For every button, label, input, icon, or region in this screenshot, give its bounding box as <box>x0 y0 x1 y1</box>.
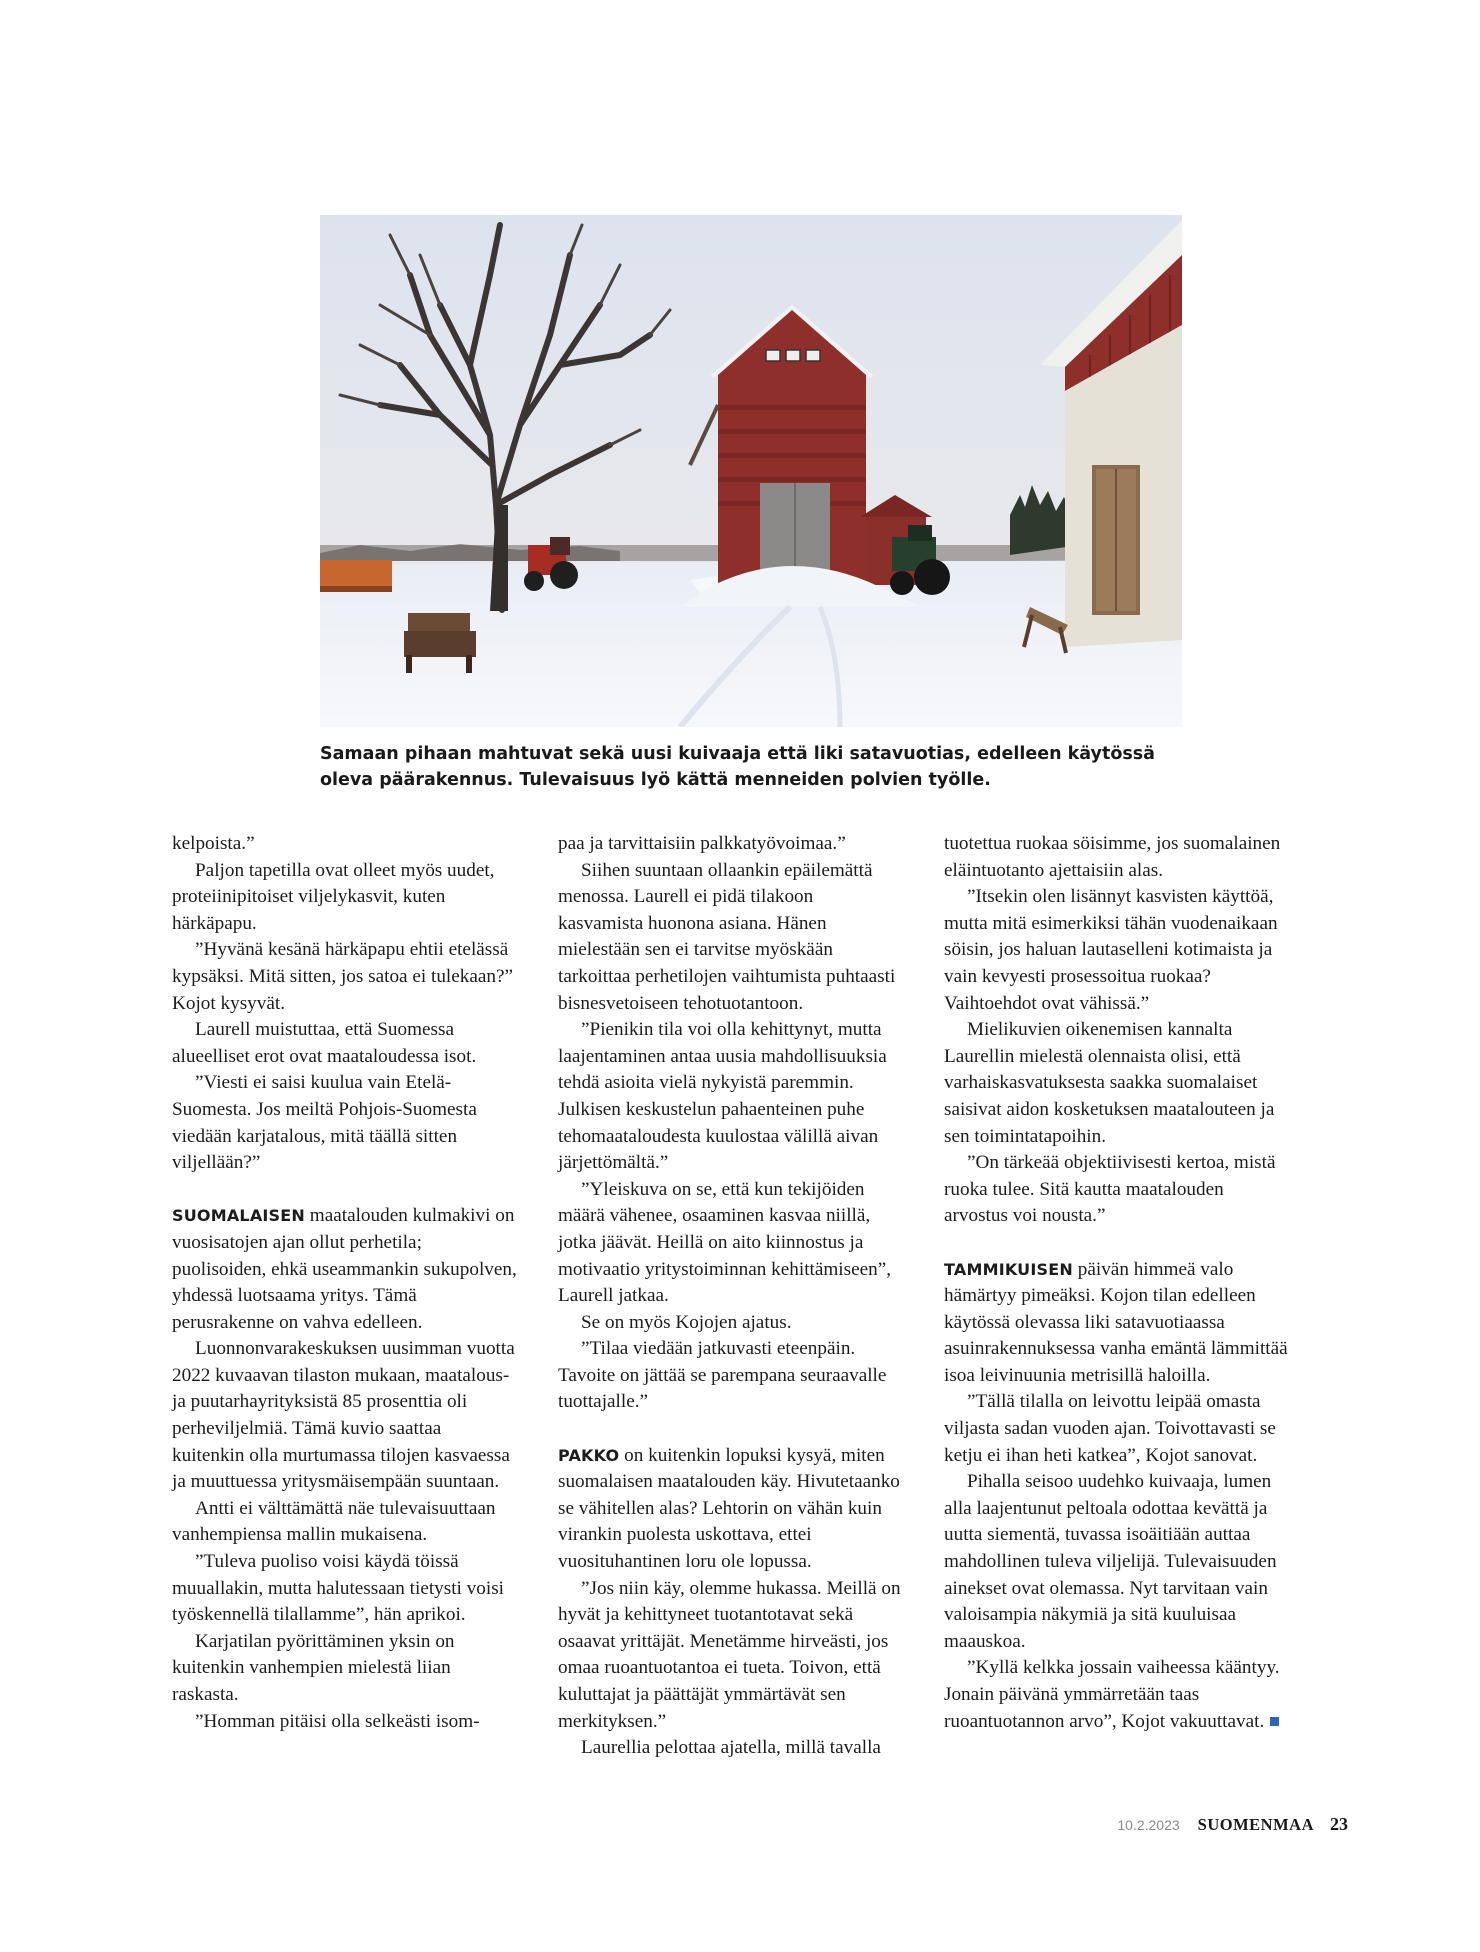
paragraph-text: Karjatilan pyörittäminen yksin on kuitenkin vanhempien mielestä liian raskasta. <box>172 1630 455 1705</box>
paragraph <box>172 937 517 1017</box>
paragraph-text: ”Itsekin olen lisännyt kasvisten käyttöä, mutta mitä esimerkiksi tähän vuodenaikaan söisin, jos haluan lautaselleni kotimaista ja vain kevyesti prosessoitua ruokaa? Vaihtoehdot ovat vähissä.” <box>944 886 1278 1014</box>
farmyard-photo <box>320 215 1182 727</box>
paragraph <box>172 1496 517 1549</box>
paragraph <box>172 1629 517 1709</box>
paragraph-text: ”Homman pitäisi olla selkeästi isom- <box>195 1710 480 1732</box>
paragraph-text: Laurell muistuttaa, että Suomessa alueelliset erot ovat maataloudessa isot. <box>172 1019 477 1067</box>
issue-date: 10.2.2023 <box>1117 1817 1180 1833</box>
paragraph-text: ”Hyvänä kesänä härkäpapu ehtii etelässä kypsäksi. Mitä sitten, jos satoa ei tulekaan?” Kojot kysyvät. <box>172 939 514 1014</box>
paragraph <box>944 1150 1289 1230</box>
page-footer <box>1000 1814 1348 1835</box>
paragraph <box>944 1017 1289 1150</box>
paragraph-text: Paljon tapetilla ovat olleet myös uudet, proteiinipitoiset viljelykasvit, kuten härkäpapu. <box>172 859 495 934</box>
paragraph-text: Mielikuvien oikenemisen kannalta Laurellin mielestä olennaista olisi, että varhaiskasvatuksesta saakka suomalaiset saisivat aidon kosketuksen maatalouteen ja sen toimintatapoihin. <box>944 1019 1275 1147</box>
paragraph <box>944 884 1289 1017</box>
magazine-name: SUOMENMAA <box>1197 1815 1314 1834</box>
paragraph-text: Laurellia pelottaa ajatella, millä tavalla <box>581 1737 881 1759</box>
paragraph-text: ”Pienikin tila voi olla kehittynyt, mutta laajentaminen antaa uusia mahdollisuuksia tehdä asioita vielä nykyistä paremmin. Julkisen keskustelun pahaenteinen puhe tehomaataloudesta kuulostaa välillä aivan järjettömältä.” <box>558 1019 887 1174</box>
paragraph <box>558 1735 903 1762</box>
paragraph-text: ”Tuleva puoliso voisi käydä töissä muuallakin, mutta halutessaan tietysti voisi työskennellä tilallamme”, hän aprikoi. <box>172 1551 504 1626</box>
text-column-2 <box>558 831 903 1762</box>
paragraph-text: tuotettua ruokaa söisimme, jos suomalainen eläintuotanto ajettaisiin alas. <box>944 833 1281 881</box>
paragraph <box>944 1469 1289 1655</box>
paragraph-text: kelpoista.” <box>172 833 255 854</box>
paragraph-text: Pihalla seisoo uudehko kuivaaja, lumen alla laajentunut peltoala odottaa kevättä ja uutta siementä, tuvassa isoäitiään auttaa mahdollinen tuleva viljelijä. Tulevaisuuden ainekset ovat olemassa. Nyt tarvitaan vain valoisampia näkymiä ja sitä kuuluisaa maauskoa. <box>944 1471 1277 1652</box>
section-paragraph <box>944 1257 1289 1390</box>
section-lead-word: TAMMIKUISEN <box>944 1259 1073 1279</box>
text-column-3 <box>944 831 1289 1735</box>
paragraph-text: ”Kyllä kelkka jossain vaiheessa kääntyy. Jonain päivänä ymmärretään taas ruoantuotannon arvo”, Kojot vakuuttavat. <box>944 1657 1280 1732</box>
paragraph-text: ”Yleiskuva on se, että kun tekijöiden määrä vähenee, osaaminen kasvaa niillä, jotka jäävät. Heillä on aito kiinnostus ja motivaatio yritystoiminnan kehittämiseen”, Laurell jatkaa. <box>558 1178 892 1307</box>
paragraph-text: ”Viesti ei saisi kuulua vain Etelä-Suomesta. Jos meiltä Pohjois-Suomesta viedään karjatalous, mitä täällä sitten viljellään?” <box>172 1072 477 1174</box>
photo-caption: Samaan pihaan mahtuvat sekä uusi kuivaaja että liki satavuotias, edelleen käytössä oleva päärakennus. Tulevaisuus lyö kättä menneiden polvien työlle. <box>320 744 1155 790</box>
paragraph <box>944 1389 1289 1469</box>
paragraph-text: ”Jos niin käy, olemme hukassa. Meillä on hyvät ja kehittyneet tuotantotavat sekä osaavat yrittäjät. Menetämme hirveästi, jos omaa ruoantuotantoa ei tueta. Toivon, että kuluttajat ja päättäjät ymmärtävät sen merkityksen.” <box>558 1577 901 1732</box>
article-photo <box>320 215 1182 727</box>
paragraph <box>558 1310 903 1337</box>
paragraph-text: Se on myös Kojojen ajatus. <box>581 1311 792 1333</box>
paragraph-text: ”On tärkeää objektiivisesti kertoa, mistä ruoka tulee. Sitä kautta maatalouden arvostus voi nousta.” <box>944 1152 1276 1227</box>
paragraph <box>172 1709 517 1736</box>
page-number: 23 <box>1330 1814 1348 1834</box>
paragraph <box>944 1655 1289 1735</box>
paragraph-text: maatalouden kulmakivi on vuosisatojen ajan ollut perhetila; puolisoiden, ehkä useammankin sukupolven, yhdessä luotsaama yritys. Tämä perusrakenne on vahva edelleen. <box>172 1205 517 1333</box>
paragraph <box>558 831 903 858</box>
paragraph-text: Siihen suuntaan ollaankin epäilemättä menossa. Laurell ei pidä tilakoon kasvamista huonona asiana. Hänen mielestään sen ei tarvitse myöskään tarkoittaa perhetilojen vaihtumista puhtaasti bisnesvetoiseen tehotuotantoon. <box>558 859 896 1014</box>
end-mark-icon <box>1270 1717 1279 1726</box>
section-paragraph <box>558 1443 903 1576</box>
text-column-1 <box>172 831 517 1735</box>
paragraph <box>558 1017 903 1177</box>
section-lead-word: SUOMALAISEN <box>172 1206 305 1226</box>
paragraph-text: päivän himmeä valo hämärtyy pimeäksi. Kojon tilan edelleen käytössä olevassa liki satavuotiaassa asuinrakennuksessa vanha emäntä lämmittää isoa leivinuunia metrisillä haloilla. <box>944 1258 1288 1386</box>
paragraph <box>172 858 517 938</box>
paragraph <box>944 831 1289 884</box>
paragraph <box>172 1070 517 1176</box>
paragraph-text: paa ja tarvittaisiin palkkatyövoimaa.” <box>558 833 846 854</box>
paragraph <box>172 831 517 858</box>
paragraph-text: Luonnonvarakeskuksen uusimman vuotta 2022 kuvaavan tilaston mukaan, maatalous- ja puutarhayrityksistä 85 prosenttia oli perheviljelmiä. Tämä kuvio saattaa kuitenkin olla murtumassa tilojen kasvaessa ja muuttuessa yritysmäisempään suuntaan. <box>172 1338 515 1493</box>
paragraph <box>558 1177 903 1310</box>
paragraph <box>172 1336 517 1496</box>
paragraph-text: ”Tällä tilalla on leivottu leipää omasta viljasta sadan vuoden ajan. Toivottavasti se ketju ei ihan heti katkea”, Kojot sanovat. <box>944 1391 1276 1466</box>
paragraph-text: ”Tilaa viedään jatkuvasti eteenpäin. Tavoite on jättää se parempana seuraavalle tuottajalle.” <box>558 1338 887 1413</box>
paragraph <box>172 1017 517 1070</box>
paragraph <box>558 1576 903 1736</box>
paragraph <box>558 858 903 1018</box>
paragraph-text: on kuitenkin lopuksi kysyä, miten suomalaisen maatalouden käy. Hivutetaanko se vähitellen alas? Lehtorin on vähän kuin virankin puolesta uskottava, ettei vuosituhantinen loru ole lopussa. <box>558 1444 900 1573</box>
paragraph <box>558 1336 903 1416</box>
section-paragraph <box>172 1203 517 1336</box>
section-lead-word: PAKKO <box>558 1445 620 1465</box>
paragraph <box>172 1549 517 1629</box>
paragraph-text: Antti ei välttämättä näe tulevaisuuttaan vanhempiensa mallin mukaisena. <box>172 1497 496 1546</box>
